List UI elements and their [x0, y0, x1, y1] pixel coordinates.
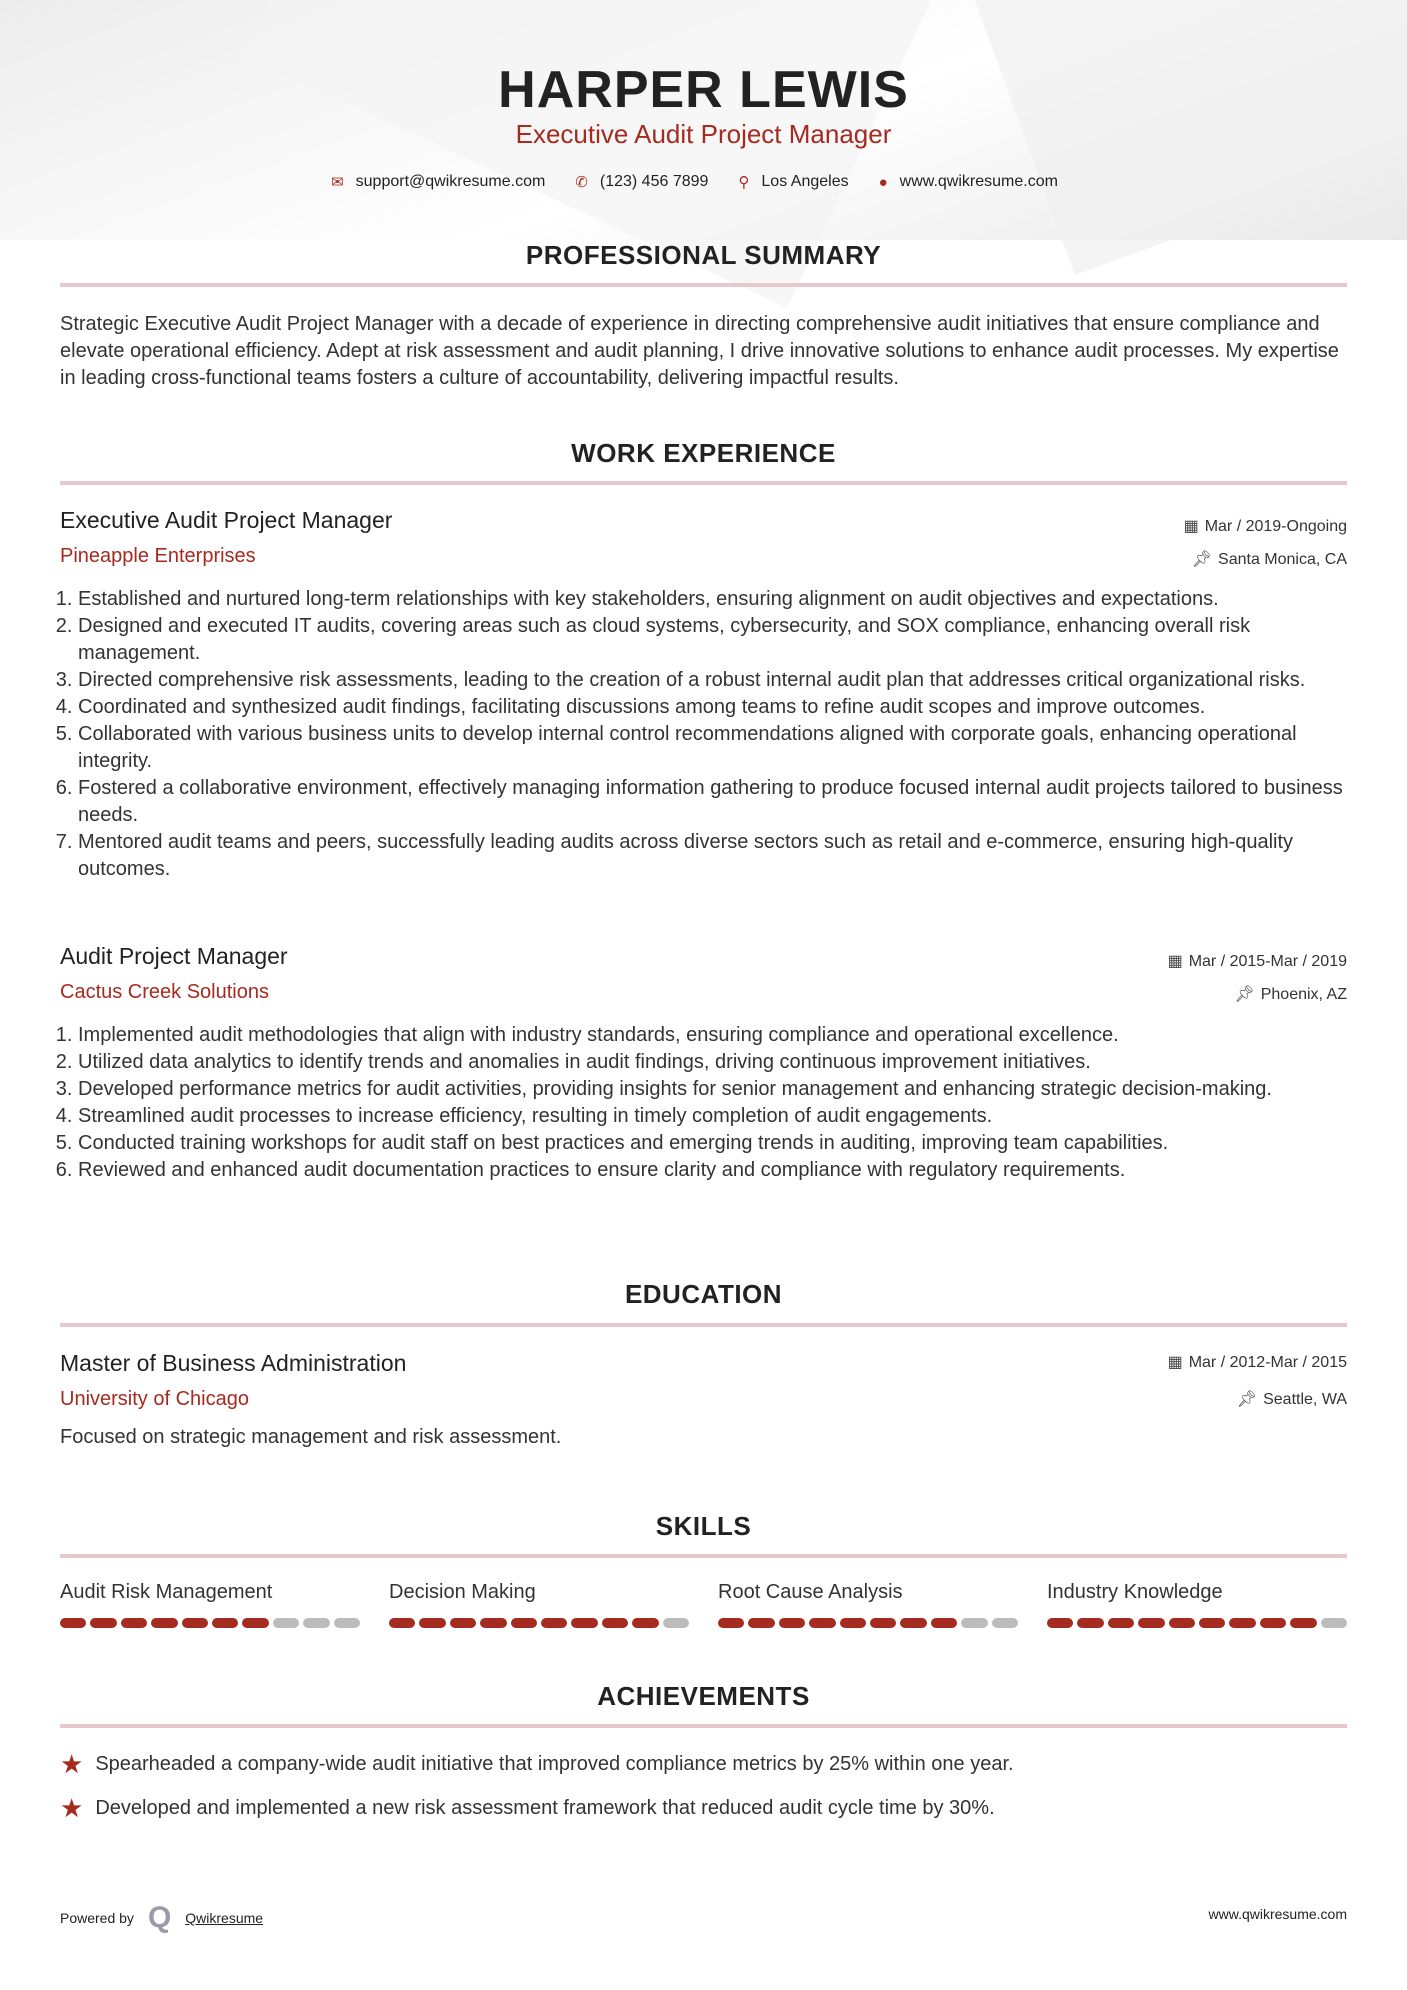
candidate-name: HARPER LEWIS: [498, 61, 909, 119]
job-dates: [1184, 516, 1347, 536]
skill-level-segment: [1108, 1618, 1134, 1628]
pin-icon: 📌︎: [1236, 1391, 1258, 1408]
contact-location: Los Angeles: [761, 173, 849, 190]
skill-level-bar: [389, 1618, 689, 1628]
qwikresume-link[interactable]: Qwikresume: [185, 1910, 264, 1926]
dates-text: Mar / 2012-Mar / 2015: [1188, 1354, 1347, 1371]
skill-level-segment: [748, 1618, 774, 1628]
skill-level-segment: [273, 1618, 299, 1628]
skill-level-segment: [1229, 1618, 1255, 1628]
school-name: University of Chicago: [60, 1388, 249, 1410]
section-heading-summary: PROFESSIONAL SUMMARY: [525, 240, 882, 270]
company-name: Pineapple Enterprises: [60, 545, 256, 567]
location-text: Seattle, WA: [1263, 1391, 1347, 1408]
skill-item: [1047, 1581, 1347, 1628]
section-divider: [60, 1323, 1347, 1327]
company-name: Cactus Creek Solutions: [60, 981, 269, 1003]
section-divider: [60, 1554, 1347, 1558]
section-divider: [60, 283, 1347, 287]
section-heading-skills: SKILLS: [655, 1511, 752, 1541]
skill-level-segment: [663, 1618, 689, 1628]
education-dates: [1168, 1352, 1347, 1372]
email-icon: ✉: [331, 174, 344, 191]
contact-bar: [0, 173, 1407, 191]
achievement-text: Spearheaded a company-wide audit initiative that improved compliance metrics by 25% within one year.: [95, 1752, 1014, 1775]
skill-level-segment: [303, 1618, 329, 1628]
footer-powered-by: [60, 1903, 263, 1933]
education-description: Focused on strategic management and risk assessment.: [60, 1426, 562, 1448]
skill-level-segment: [840, 1618, 866, 1628]
calendar-icon: ▦: [1167, 953, 1183, 970]
job-dates: [1168, 951, 1347, 971]
skill-level-segment: [1169, 1618, 1195, 1628]
skill-level-segment: [480, 1618, 506, 1628]
skill-level-segment: [1138, 1618, 1164, 1628]
skill-level-segment: [779, 1618, 805, 1628]
skill-level-segment: [90, 1618, 116, 1628]
bullet-item: 6. Reviewed and enhanced audit documentation practices to ensure clarity and compliance with regulatory requirements.: [78, 1157, 1350, 1184]
bullet-item: 5. Collaborated with various business units to develop internal control recommendations aligned with corporate goals, enhancing operational integrity.: [78, 721, 1350, 775]
star-icon: ★: [60, 1749, 84, 1779]
skill-level-segment: [242, 1618, 268, 1628]
skill-level-segment: [1290, 1618, 1316, 1628]
skill-level-segment: [1199, 1618, 1225, 1628]
contact-email[interactable]: support@qwikresume.com: [355, 173, 546, 190]
candidate-title: Executive Audit Project Manager: [515, 119, 892, 149]
dates-text: Mar / 2019-Ongoing: [1204, 518, 1347, 535]
skill-level-segment: [718, 1618, 744, 1628]
skill-level-bar: [60, 1618, 360, 1628]
bullet-item: 3. Developed performance metrics for audit activities, providing insights for senior management and enhancing strategic decision-making.: [78, 1076, 1350, 1103]
section-heading-experience: WORK EXPERIENCE: [571, 438, 836, 468]
skill-level-segment: [931, 1618, 957, 1628]
phone-icon: ✆: [575, 174, 588, 191]
job-bullets: [60, 586, 1350, 883]
skill-name: Audit Risk Management: [60, 1581, 273, 1603]
skill-level-segment: [60, 1618, 86, 1628]
bullet-item: 5. Conducted training workshops for audit staff on best practices and emerging trends in auditing, improving team capabilities.: [78, 1130, 1350, 1157]
job-location: [1192, 549, 1347, 569]
location-text: Phoenix, AZ: [1260, 986, 1347, 1003]
skill-level-segment: [1260, 1618, 1286, 1628]
skill-level-segment: [212, 1618, 238, 1628]
skill-level-segment: [121, 1618, 147, 1628]
dates-text: Mar / 2015-Mar / 2019: [1188, 953, 1347, 970]
job-title: Audit Project Manager: [60, 943, 288, 969]
qwikresume-logo-icon: Q: [147, 1901, 172, 1934]
skill-level-segment: [182, 1618, 208, 1628]
achievement-item: [60, 1751, 1014, 1777]
skills-list: [60, 1581, 1347, 1628]
education-location: [1237, 1389, 1347, 1409]
bullet-item: 4. Streamlined audit processes to increase efficiency, resulting in timely completion of audit engagements.: [78, 1103, 1350, 1130]
bullet-item: 6. Fostered a collaborative environment, effectively managing information gathering to produce focused internal audit projects tailored to business needs.: [78, 775, 1350, 829]
location-pin-icon: ⚲: [738, 174, 750, 191]
skill-level-segment: [1077, 1618, 1103, 1628]
contact-website[interactable]: www.qwikresume.com: [899, 173, 1058, 190]
skill-item: [718, 1581, 1018, 1628]
bullet-item: 2. Utilized data analytics to identify trends and anomalies in audit findings, driving continuous improvement initiatives.: [78, 1049, 1350, 1076]
location-text: Santa Monica, CA: [1218, 551, 1347, 568]
section-heading-education: EDUCATION: [624, 1279, 783, 1309]
skill-level-segment: [602, 1618, 628, 1628]
bullet-item: 2. Designed and executed IT audits, covering areas such as cloud systems, cybersecurity, and SOX compliance, enhancing overall risk management.: [78, 613, 1350, 667]
contact-phone: (123) 456 7899: [599, 173, 709, 190]
bullet-item: 7. Mentored audit teams and peers, successfully leading audits across diverse sectors such as retail and e-commerce, ensuring high-quality outcomes.: [78, 829, 1350, 883]
skill-level-bar: [1047, 1618, 1347, 1628]
job-location: [1234, 984, 1347, 1004]
skill-level-segment: [151, 1618, 177, 1628]
bullet-item: 1. Implemented audit methodologies that align with industry standards, ensuring compliance and operational excellence.: [78, 1022, 1350, 1049]
powered-by-label: Powered by: [60, 1910, 134, 1926]
bullet-item: 1. Established and nurtured long-term relationships with key stakeholders, ensuring alignment on audit objectives and expectations.: [78, 586, 1350, 613]
section-divider: [60, 481, 1347, 485]
achievement-item: [60, 1795, 995, 1821]
skill-item: [60, 1581, 360, 1628]
bullet-item: 3. Directed comprehensive risk assessments, leading to the creation of a robust internal audit plan that addresses critical organizational risks.: [78, 667, 1350, 694]
skill-level-segment: [900, 1618, 926, 1628]
section-heading-achievements: ACHIEVEMENTS: [597, 1681, 810, 1711]
star-icon: ★: [60, 1793, 84, 1823]
skill-level-segment: [870, 1618, 896, 1628]
degree-title: Master of Business Administration: [60, 1350, 407, 1376]
skill-item: [389, 1581, 689, 1628]
bullet-item: 4. Coordinated and synthesized audit findings, facilitating discussions among teams to refine audit scopes and improve outcomes.: [78, 694, 1350, 721]
skill-level-segment: [992, 1618, 1018, 1628]
skill-name: Industry Knowledge: [1047, 1581, 1223, 1603]
skill-level-segment: [961, 1618, 987, 1628]
skill-level-segment: [1047, 1618, 1073, 1628]
summary-text: Strategic Executive Audit Project Manager with a decade of experience in directing comprehensive audit initiatives that ensure compliance and elevate operational efficiency. Adept at risk assessment and audit planning, I drive innovative solutions to enhance audit processes. My expertise in leading cross-functional teams fosters a culture of accountability, delivering impactful results.: [60, 313, 1339, 389]
globe-icon: ●: [878, 173, 888, 191]
skill-level-segment: [511, 1618, 537, 1628]
skill-level-bar: [718, 1618, 1018, 1628]
section-divider: [60, 1724, 1347, 1728]
skill-name: Root Cause Analysis: [718, 1581, 903, 1603]
job-bullets: [60, 1022, 1350, 1184]
pin-icon: 📌︎: [1234, 986, 1255, 1003]
achievement-text: Developed and implemented a new risk assessment framework that reduced audit cycle time by 30%.: [95, 1796, 995, 1819]
skill-level-segment: [632, 1618, 658, 1628]
calendar-icon: ▦: [1183, 518, 1199, 535]
skill-level-segment: [541, 1618, 567, 1628]
calendar-icon: ▦: [1167, 1354, 1183, 1371]
footer-website[interactable]: www.qwikresume.com: [1208, 1906, 1347, 1922]
skill-name: Decision Making: [389, 1581, 536, 1603]
pin-icon: 📌︎: [1191, 551, 1213, 568]
job-title: Executive Audit Project Manager: [60, 507, 393, 533]
skill-level-segment: [334, 1618, 360, 1628]
skill-level-segment: [389, 1618, 415, 1628]
skill-level-segment: [1321, 1618, 1347, 1628]
skill-level-segment: [571, 1618, 597, 1628]
skill-level-segment: [419, 1618, 445, 1628]
skill-level-segment: [450, 1618, 476, 1628]
skill-level-segment: [809, 1618, 835, 1628]
